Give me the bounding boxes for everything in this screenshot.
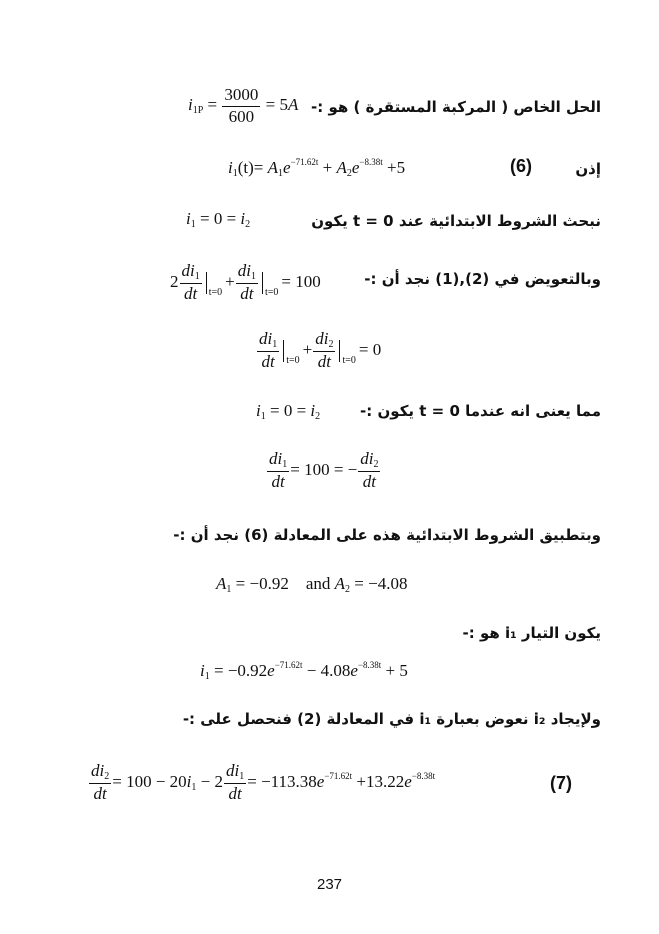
fraction-3000-600: $\frac{3000}{600}$ [224,85,259,126]
text-substitution: وبالتعويض في (2),(1) نجد أن :- [364,270,601,288]
text-then: إذن [575,160,601,178]
eq-6-general-solution: $i_1(t)= A_1e^{-71.62t} + A_2e^{-8.38t} +5$ [228,157,406,179]
eq-derivative-sum-0: $\frac{di_1}{dt}$ $_{t=0}$+ $\frac{di_2}{dt}$ $_{t=0}$= 0 [259,329,382,371]
text-current-i1-is: يكون التيار i₁ هو :- [462,624,601,642]
eq-derivatives-100: $\frac{di_1}{dt}$ = 100 = − $\frac{di_2}{dt}$ [269,449,379,491]
text-initial-conditions: نبحث الشروط الابتدائية عند t = 0 يكون [311,212,601,230]
eq-initial-currents: $i_1 = 0 = i_2$ [186,209,251,230]
page-number: 237 [316,876,343,893]
eq-particular-solution: $i_{1P}$ = $\frac{3000}{600}$ = 5A [188,85,299,126]
eq-currents-zero: $i_1 = 0 = i_2$ [256,401,321,422]
eq-constants-a1-a2: $A_1 = -0.92$ and $A_2 = -4.08$ [216,574,408,595]
equation-number-7: (7) [550,773,572,793]
eq-i1-solution: $i_1 = -0.92e^{-71.62t} - 4.08e^{-8.38t} + 5$ [200,660,408,682]
text-applying-conditions: وبتطبيق الشروط الابتدائية هذه على المعادلة (6) نجد أن :- [173,526,601,544]
eq-derivative-sum-100: 2 $\frac{di_1}{dt}$ $_{t=0}$+ $\frac{di_1}{dt}$ $_{t=0}$= 100 [170,261,321,303]
equation-number-6: (6) [510,156,532,176]
text-particular-solution-label: الحل الخاص ( المركبة المستقرة ) هو :- [311,98,601,116]
eq-7-di2-dt: $\frac{di_2}{dt}$ = $100 - 20i_1 - 2$ $\frac{di_1}{dt}$ = $-113.38e^{-71.62t} +13.22e^{-8.38t}$ [91,761,436,803]
text-finding-i2: ولإيجاد i₂ نعوض بعبارة i₁ في المعادلة (2) فنحصل على :- [182,710,601,728]
text-which-means: مما يعنى انه عندما t = 0 يكون :- [360,402,601,420]
